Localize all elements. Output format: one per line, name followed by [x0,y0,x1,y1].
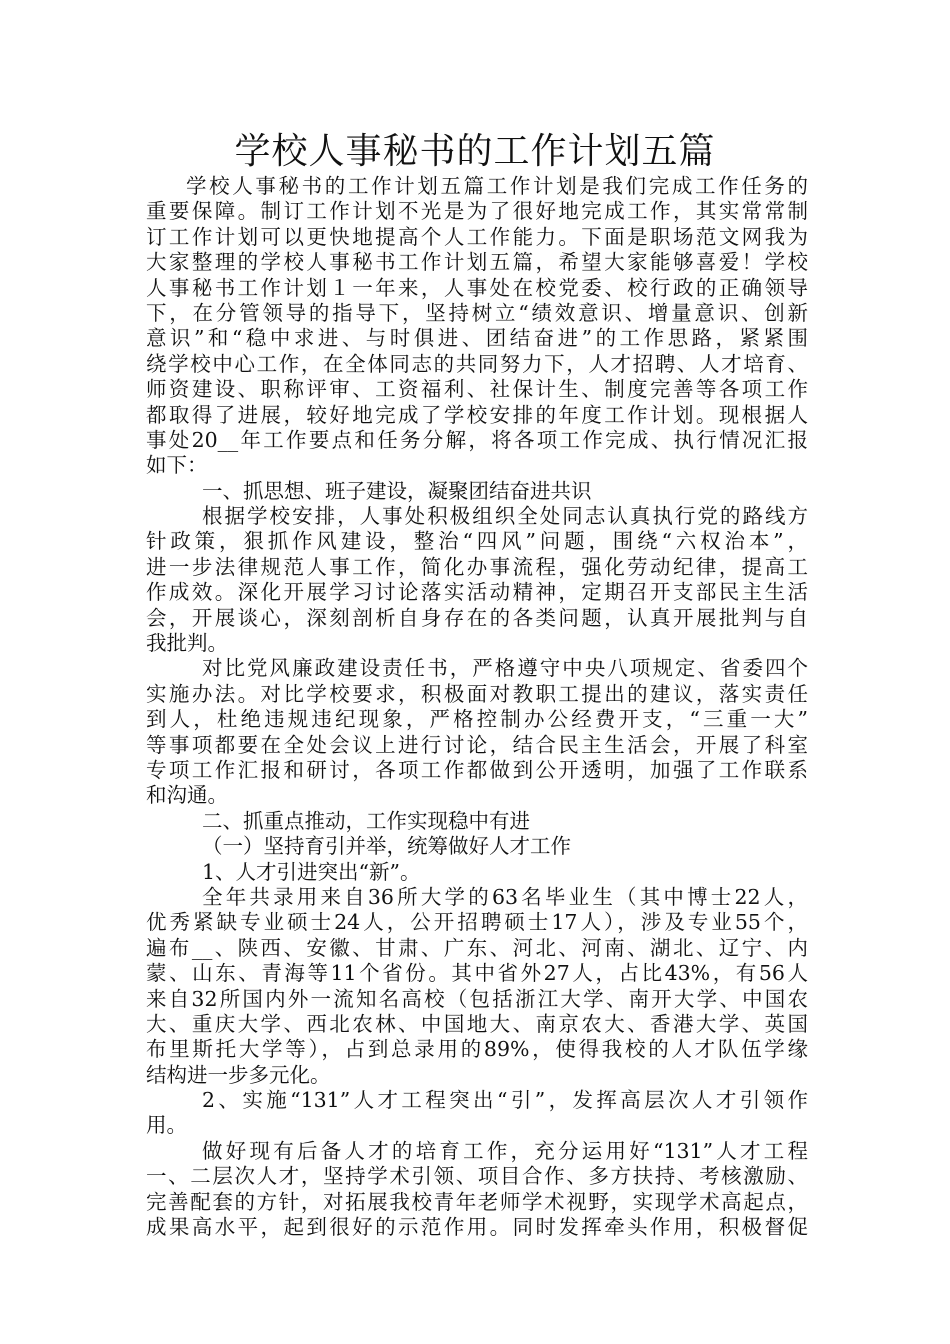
text-line: 下，在分管领导的指导下，坚持树立“绩效意识、增量意识、创新 [146,300,808,325]
text-line: 和沟通。 [146,783,228,808]
text-line: 用。 [146,1113,187,1138]
text-line: 到人，杜绝违规违纪现象，严格控制办公经费开支，“三重一大” [146,707,808,732]
text-line: 学校人事秘书的工作计划五篇工作计划是我们完成工作任务的 [186,174,808,198]
text-line: 遍布__、陕西、安徽、甘肃、广东、河北、河南、湖北、辽宁、内 [146,935,808,960]
text-line: 我批判。 [146,631,228,656]
text-line: 来自32所国内外一流知名高校（包括浙江大学、南开大学、中国农 [146,986,808,1011]
text-line: 等事项都要在全处会议上进行讨论，结合民主生活会，开展了科室 [146,732,808,757]
text-line: 优秀紧缺专业硕士24人，公开招聘硕士17人），涉及专业55个， [146,910,808,935]
text-line: 蒙、山东、青海等11个省份。其中省外27人，占比43%，有56人 [146,961,808,986]
text-line: 一、二层次人才，坚持学术引领、项目合作、多方扶持、考核激励、 [146,1164,808,1189]
text-line: 订工作计划可以更快地提高个人工作能力。下面是职场范文网我为 [146,224,808,249]
text-line: 重要保障。制订工作计划不光是为了很好地完成工作，其实常常制 [146,199,808,224]
text-line: 进一步法律规范人事工作，简化办事流程，强化劳动纪律，提高工 [146,554,808,579]
text-line: 如下： [146,453,208,478]
text-line: 做好现有后备人才的培育工作，充分运用好“131”人才工程 [202,1138,808,1163]
text-line: 二、抓重点推动，工作实现稳中有进 [202,808,530,833]
text-line: 结构进一步多元化。 [146,1062,331,1087]
text-line: 绕学校中心工作，在全体同志的共同努力下，人才招聘、人才培育、 [146,351,808,376]
text-line: 人事秘书工作计划１一年来，人事处在校党委、校行政的正确领导 [146,275,808,300]
text-line: 专项工作汇报和研讨，各项工作都做到公开透明，加强了工作联系 [146,757,808,782]
text-line: 意识”和“稳中求进、与时俱进、团结奋进”的工作思路，紧紧围 [146,326,808,351]
text-line: 事处20__年工作要点和任务分解，将各项工作完成、执行情况汇报 [146,427,808,452]
text-line: 1、人才引进突出“新”。 [202,859,421,884]
text-line: 作成效。深化开展学习讨论落实活动精神，定期召开支部民主生活 [146,580,808,605]
text-line: 一、抓思想、班子建设，凝聚团结奋进共识 [202,478,592,503]
text-line: 师资建设、职称评审、工资福利、社保计生、制度完善等各项工作 [146,377,808,402]
document-title: 学校人事秘书的工作计划五篇 [234,131,716,172]
text-line: 布里斯托大学等），占到总录用的89%，使得我校的人才队伍学缘 [146,1037,808,1062]
text-line: 成果高水平，起到很好的示范作用。同时发挥牵头作用，积极督促 [146,1215,808,1240]
text-line: 2、实施“131”人才工程突出“引”，发挥高层次人才引领作 [202,1088,808,1113]
text-line: 针政策，狠抓作风建设，整治“四风”问题，围绕“六权治本”， [146,529,808,554]
text-line: 会，开展谈心，深刻剖析自身存在的各类问题，认真开展批判与自 [146,605,808,630]
text-line: 根据学校安排，人事处积极组织全处同志认真执行党的路线方 [202,504,808,529]
text-line: 大家整理的学校人事秘书工作计划五篇，希望大家能够喜爱！学校 [146,250,808,275]
text-line: 全年共录用来自36所大学的63名毕业生（其中博士22人， [202,884,808,909]
text-line: 都取得了进展，较好地完成了学校安排的年度工作计划。现根据人 [146,402,808,427]
text-line: 实施办法。对比学校要求，积极面对教职工提出的建议，落实责任 [146,681,808,706]
text-line: 完善配套的方针，对拓展我校青年老师学术视野，实现学术高起点， [146,1189,808,1214]
text-line: 对比党风廉政建设责任书，严格遵守中央八项规定、省委四个 [202,656,808,681]
text-line: 大、重庆大学、西北农林、中国地大、南京农大、香港大学、英国 [146,1011,808,1036]
text-line: （一）坚持育引并举，统筹做好人才工作 [202,834,571,859]
document-body [146,174,808,1240]
